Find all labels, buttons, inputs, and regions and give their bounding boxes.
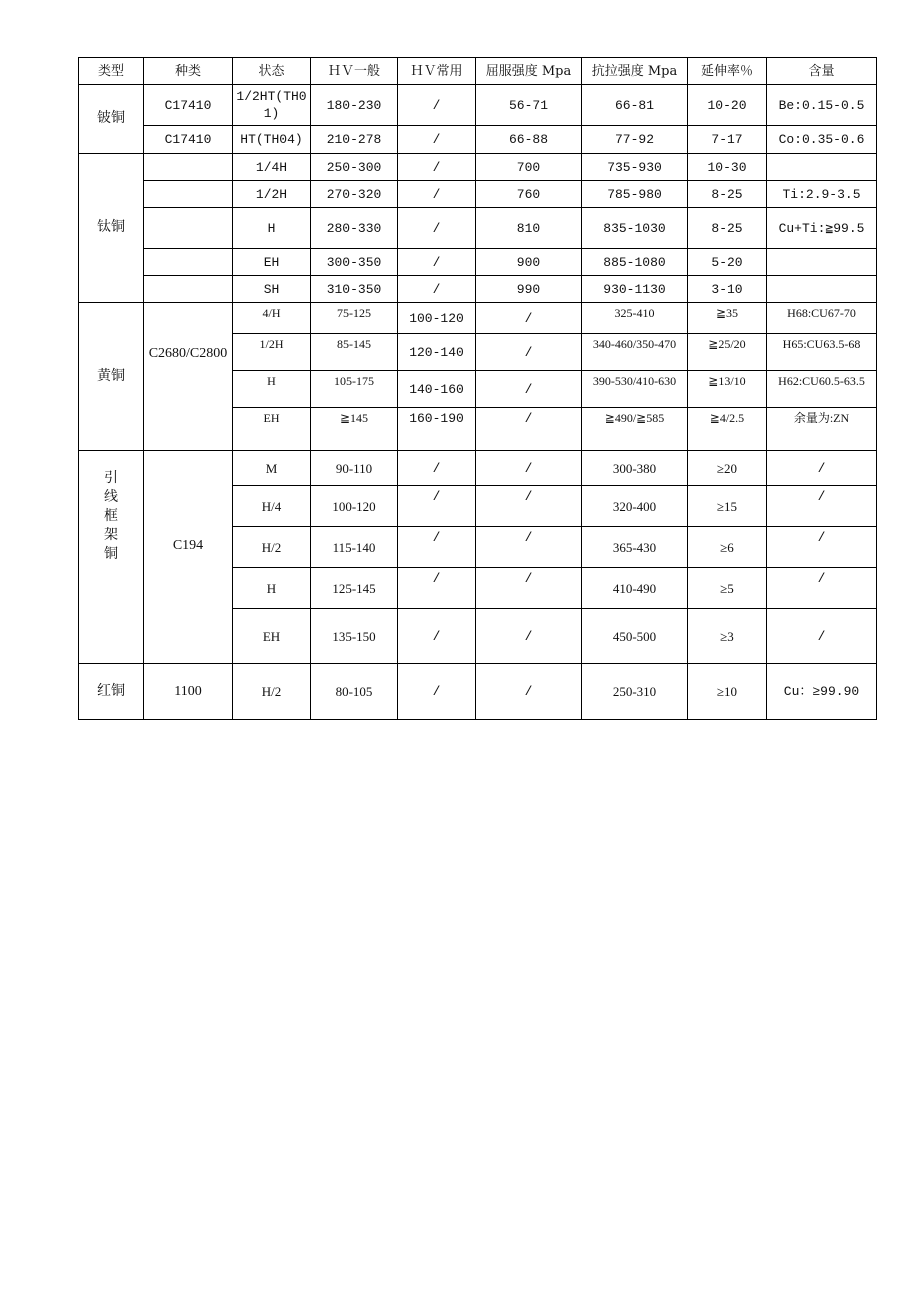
elongation-cell: 3-10 — [688, 276, 767, 303]
header-cell: 延伸率％ — [688, 58, 767, 85]
hv-cell: 180-230 — [311, 85, 398, 126]
hv-cell: 135-150 — [311, 609, 398, 664]
yield-cell: / — [476, 451, 582, 486]
state-cell: 1/2H — [233, 181, 311, 208]
tensile-cell: 77-92 — [582, 126, 688, 154]
yield-cell: / — [476, 408, 582, 451]
elongation-cell: ≥5 — [688, 568, 767, 609]
tensile-cell: 785-980 — [582, 181, 688, 208]
table-row — [79, 126, 877, 154]
elongation-cell: 7-17 — [688, 126, 767, 154]
hv-common-cell: / — [398, 154, 476, 181]
state-cell: EH — [233, 609, 311, 664]
tensile-cell: 450-500 — [582, 609, 688, 664]
state-cell: 1/2HT(TH01) — [233, 85, 311, 126]
elongation-cell: ≥3 — [688, 609, 767, 664]
yield-cell: / — [476, 568, 582, 609]
header-cell: 状态 — [233, 58, 311, 85]
elongation-cell: 10-20 — [688, 85, 767, 126]
state-cell: SH — [233, 276, 311, 303]
yield-cell: / — [476, 527, 582, 568]
table-row — [79, 154, 877, 181]
yield-cell: / — [476, 334, 582, 371]
hv-cell: 280-330 — [311, 208, 398, 249]
header-cell: ＨＶ一般 — [311, 58, 398, 85]
tensile-cell: 325-410 — [582, 303, 688, 334]
type-cell-titanium: 钛铜 — [79, 154, 144, 303]
table-row — [79, 181, 877, 208]
yield-cell: 760 — [476, 181, 582, 208]
yield-cell: / — [476, 303, 582, 334]
state-cell: 1/2H — [233, 334, 311, 371]
hv-cell: 85-145 — [311, 334, 398, 371]
hv-cell: ≧145 — [311, 408, 398, 451]
content-cell: / — [767, 568, 877, 609]
elongation-cell: ≥15 — [688, 486, 767, 527]
table-row — [79, 303, 877, 334]
state-cell: H/2 — [233, 664, 311, 720]
grade-cell: C17410 — [144, 126, 233, 154]
elongation-cell: 5-20 — [688, 249, 767, 276]
hv-cell: 105-175 — [311, 371, 398, 408]
yield-cell: / — [476, 371, 582, 408]
grade-cell — [144, 154, 233, 181]
table-row — [79, 276, 877, 303]
hv-common-cell: / — [398, 451, 476, 486]
content-cell — [767, 276, 877, 303]
state-cell: 4/H — [233, 303, 311, 334]
state-cell: H — [233, 208, 311, 249]
hv-common-cell: / — [398, 664, 476, 720]
tensile-cell: 735-930 — [582, 154, 688, 181]
tensile-cell: 300-380 — [582, 451, 688, 486]
tensile-cell: ≧490/≧585 — [582, 408, 688, 451]
table-row — [79, 249, 877, 276]
tensile-cell: 885-1080 — [582, 249, 688, 276]
state-cell: H/4 — [233, 486, 311, 527]
hv-common-cell: / — [398, 249, 476, 276]
hv-common-cell: 120-140 — [398, 334, 476, 371]
hv-common-cell: / — [398, 85, 476, 126]
content-cell: Cu：≥99.90 — [767, 664, 877, 720]
state-cell: EH — [233, 408, 311, 451]
state-cell: H — [233, 568, 311, 609]
hv-cell: 90-110 — [311, 451, 398, 486]
hv-common-cell: / — [398, 609, 476, 664]
state-cell: 1/4H — [233, 154, 311, 181]
hv-common-cell: / — [398, 527, 476, 568]
yield-cell: / — [476, 486, 582, 527]
grade-cell: C17410 — [144, 85, 233, 126]
elongation-cell: ≥10 — [688, 664, 767, 720]
header-cell: ＨＶ常用 — [398, 58, 476, 85]
elongation-cell: ≥6 — [688, 527, 767, 568]
content-cell: 余量为:ZN — [767, 408, 877, 451]
elongation-cell: 8-25 — [688, 208, 767, 249]
grade-cell — [144, 276, 233, 303]
type-cell-beryllium: 铍铜 — [79, 85, 144, 154]
content-cell: H68:CU67-70 — [767, 303, 877, 334]
hv-cell: 210-278 — [311, 126, 398, 154]
hv-cell: 115-140 — [311, 527, 398, 568]
hv-cell: 250-300 — [311, 154, 398, 181]
yield-cell: 810 — [476, 208, 582, 249]
hv-common-cell: / — [398, 486, 476, 527]
state-cell: H — [233, 371, 311, 408]
hv-common-cell: 160-190 — [398, 408, 476, 451]
yield-cell: / — [476, 664, 582, 720]
yield-cell: 66-88 — [476, 126, 582, 154]
hv-common-cell: / — [398, 126, 476, 154]
hv-common-cell: / — [398, 181, 476, 208]
elongation-cell: 8-25 — [688, 181, 767, 208]
tensile-cell: 410-490 — [582, 568, 688, 609]
hv-cell: 125-145 — [311, 568, 398, 609]
grade-cell: C194 — [144, 451, 233, 664]
header-cell: 种类 — [144, 58, 233, 85]
elongation-cell: 10-30 — [688, 154, 767, 181]
content-cell: / — [767, 609, 877, 664]
state-cell: EH — [233, 249, 311, 276]
table-row — [79, 208, 877, 249]
grade-cell — [144, 249, 233, 276]
grade-cell: C2680/C2800 — [144, 303, 233, 451]
type-cell-brass: 黄铜 — [79, 303, 144, 451]
content-cell: / — [767, 527, 877, 568]
header-cell: 抗拉强度 Mpa — [582, 58, 688, 85]
elongation-cell: ≧25/20 — [688, 334, 767, 371]
hv-cell: 310-350 — [311, 276, 398, 303]
content-cell: H65:CU63.5-68 — [767, 334, 877, 371]
hv-common-cell: / — [398, 568, 476, 609]
tensile-cell: 250-310 — [582, 664, 688, 720]
grade-cell — [144, 208, 233, 249]
yield-cell: 700 — [476, 154, 582, 181]
yield-cell: / — [476, 609, 582, 664]
yield-cell: 56-71 — [476, 85, 582, 126]
tensile-cell: 390-530/410-630 — [582, 371, 688, 408]
header-cell: 屈服强度 Mpa — [476, 58, 582, 85]
table-row — [79, 451, 877, 486]
state-cell: HT(TH04) — [233, 126, 311, 154]
state-cell: H/2 — [233, 527, 311, 568]
hv-cell: 75-125 — [311, 303, 398, 334]
tensile-cell: 835-1030 — [582, 208, 688, 249]
copper-properties-table — [78, 57, 877, 720]
hv-cell: 80-105 — [311, 664, 398, 720]
tensile-cell: 320-400 — [582, 486, 688, 527]
table-row — [79, 85, 877, 126]
tensile-cell: 930-1130 — [582, 276, 688, 303]
tensile-cell: 365-430 — [582, 527, 688, 568]
content-cell: Cu+Ti:≧99.5 — [767, 208, 877, 249]
hv-cell: 300-350 — [311, 249, 398, 276]
content-cell — [767, 249, 877, 276]
type-cell-leadframe: 引线框架铜 — [79, 451, 144, 664]
tensile-cell: 66-81 — [582, 85, 688, 126]
elongation-cell: ≧35 — [688, 303, 767, 334]
type-cell-red-copper: 红铜 — [79, 664, 144, 720]
content-cell: Be:0.15-0.5 — [767, 85, 877, 126]
content-cell — [767, 154, 877, 181]
header-cell: 类型 — [79, 58, 144, 85]
tensile-cell: 340-460/350-470 — [582, 334, 688, 371]
yield-cell: 900 — [476, 249, 582, 276]
elongation-cell: ≧4/2.5 — [688, 408, 767, 451]
hv-common-cell: 100-120 — [398, 303, 476, 334]
hv-common-cell: / — [398, 276, 476, 303]
content-cell: Co:0.35-0.6 — [767, 126, 877, 154]
content-cell: / — [767, 451, 877, 486]
hv-common-cell: 140-160 — [398, 371, 476, 408]
header-row — [79, 58, 877, 85]
grade-cell — [144, 181, 233, 208]
content-cell: H62:CU60.5-63.5 — [767, 371, 877, 408]
content-cell: Ti:2.9-3.5 — [767, 181, 877, 208]
content-cell: / — [767, 486, 877, 527]
hv-common-cell: / — [398, 208, 476, 249]
state-cell: M — [233, 451, 311, 486]
table-row — [79, 664, 877, 720]
hv-cell: 100-120 — [311, 486, 398, 527]
elongation-cell: ≧13/10 — [688, 371, 767, 408]
grade-cell: 1100 — [144, 664, 233, 720]
yield-cell: 990 — [476, 276, 582, 303]
header-cell: 含量 — [767, 58, 877, 85]
elongation-cell: ≥20 — [688, 451, 767, 486]
hv-cell: 270-320 — [311, 181, 398, 208]
